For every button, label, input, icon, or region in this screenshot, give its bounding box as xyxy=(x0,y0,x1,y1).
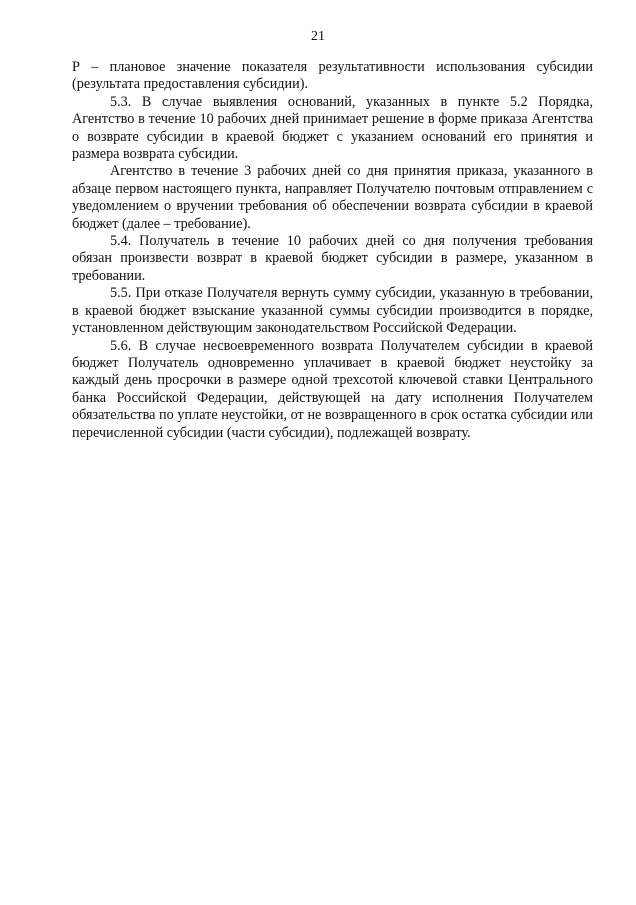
paragraph-5-6: 5.6. В случае несвоевременного возврата Получателем субсидии в краевой бюджет Получатель одновременно уплачивает в краевой бюджет неустойку за каждый день просрочки в размере одной трехсотой ключевой ставки Центрального банка Российской Федерации, действующей на дату исполнения Получателем обязательства по уплате неустойки, от не возвращенного в срок остатка субсидии или перечисленной субсидии (части субсидии), подлежащей возврату. xyxy=(72,337,593,441)
paragraph-5-3: 5.3. В случае выявления оснований, указанных в пункте 5.2 Порядка, Агентство в течение 10 рабочих дней принимает решение в форме приказа Агентства о возврате субсидии в краевой бюджет с указанием оснований его принятия и размера возврата субсидии. xyxy=(72,93,593,163)
paragraph-p-definition: Р – плановое значение показателя результативности использования субсидии (результата предоставления субсидии). xyxy=(72,59,593,93)
paragraph-5-5: 5.5. При отказе Получателя вернуть сумму субсидии, указанную в требовании, в краевой бюджет взыскание указанной суммы субсидии производится в порядке, установленном действующим законодательством Российской Федерации. xyxy=(72,285,593,337)
paragraph-5-4: 5.4. Получатель в течение 10 рабочих дней со дня получения требования обязан произвести возврат в краевой бюджет субсидии в размере, указанном в требовании. xyxy=(72,233,593,284)
page-number: 21 xyxy=(311,29,325,44)
paragraph-5-3-notice: Агентство в течение 3 рабочих дней со дня принятия приказа, указанного в абзаце первом настоящего пункта, направляет Получателю почтовым отправлением с уведомлением о вручении требования об обеспечении возврата субсидии в краевой бюджет (далее – требование). xyxy=(72,163,593,232)
document-body xyxy=(72,59,593,442)
